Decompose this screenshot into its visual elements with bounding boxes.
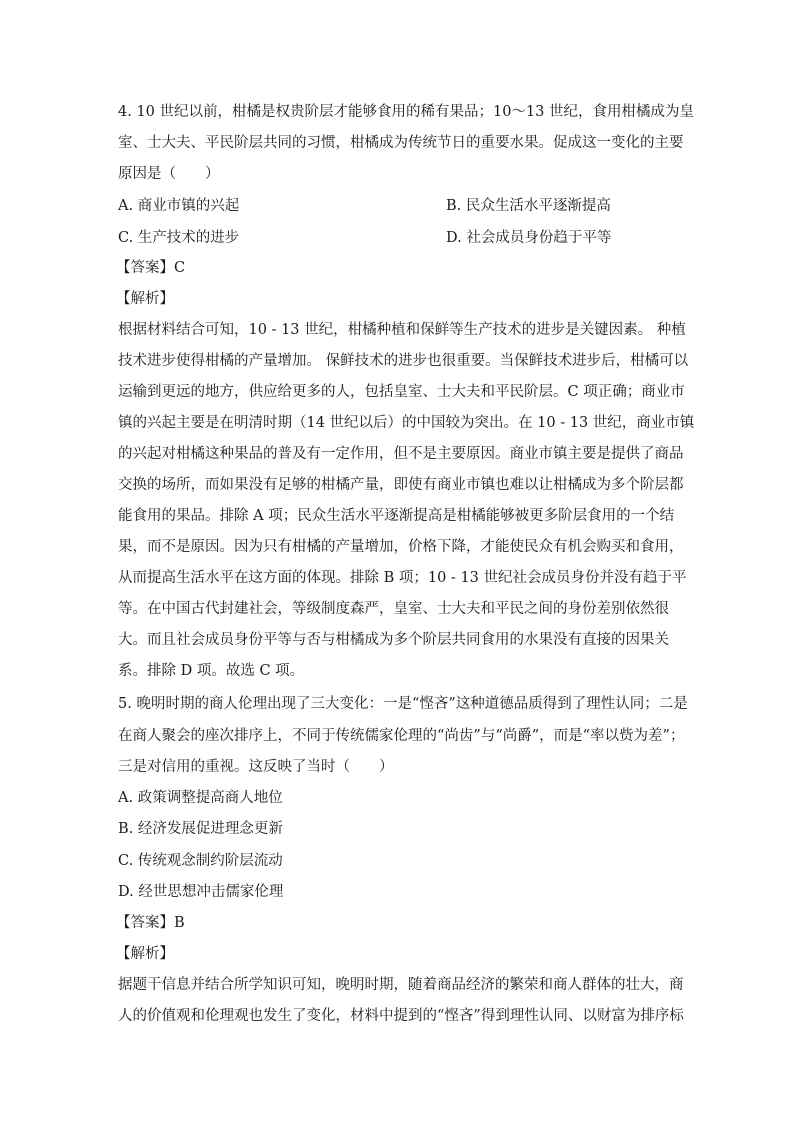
- q4-option-d: D. 社会成员身份趋于平等: [446, 230, 612, 246]
- q4-analysis-label: 【解析】: [116, 291, 174, 307]
- q5-stem-line-3: 三是对信用的重视。这反映了当时（ ）: [118, 759, 394, 775]
- q4-stem-line-2: 室、士大夫、平民阶层共同的习惯，柑橘成为传统节日的重要水果。促成这一变化的主要: [118, 135, 684, 151]
- q4-analysis-line-6: 交换的场所，而如果没有足够的柑橘产量，即使有商业市镇也难以让柑橘成为多个阶层都: [118, 477, 684, 493]
- q5-option-d: D. 经世思想冲击儒家伦理: [118, 884, 284, 900]
- q4-stem-line-3: 原因是（ ）: [118, 166, 220, 182]
- q4-analysis-line-12: 系。排除 D 项。故选 C 项。: [118, 663, 305, 679]
- q5-stem-line-2: 在商人聚会的座次排序上，不同于传统儒家伦理的“尚齿”与“尚爵”，而是“率以赀为差”；: [118, 728, 685, 744]
- q4-analysis-line-9: 从而提高生活水平在这方面的体现。排除 B 项；10 - 13 世纪社会成员身份并没有趋于平: [118, 570, 687, 586]
- q4-option-c: C. 生产技术的进步: [118, 230, 240, 246]
- q4-option-b: B. 民众生活水平逐渐提高: [446, 198, 611, 214]
- q5-analysis-label: 【解析】: [116, 946, 174, 962]
- q5-option-c: C. 传统观念制约阶层流动: [118, 853, 283, 869]
- q4-analysis-line-7: 能食用的果品。排除 A 项；民众生活水平逐渐提高是柑橘能够被更多阶层食用的一个结: [118, 508, 675, 524]
- q5-analysis-line-2: 人的价值观和伦理观也发生了变化，材料中提到的“悭吝”得到理性认同、以财富为排序标: [118, 1008, 684, 1024]
- q4-analysis-line-4: 镇的兴起主要是在明清时期（14 世纪以后）的中国较为突出。在 10 - 13 世纪，商业市镇: [118, 415, 695, 431]
- q4-analysis-line-8: 果，而不是原因。因为只有柑橘的产量增加，价格下降，才能使民众有机会购买和食用，: [118, 539, 684, 555]
- q5-answer: 【答案】B: [116, 915, 185, 931]
- q4-answer: 【答案】C: [116, 260, 186, 276]
- q5-option-a: A. 政策调整提高商人地位: [118, 790, 283, 806]
- q5-option-b: B. 经济发展促进理念更新: [118, 821, 283, 837]
- q5-analysis-line-1: 据题干信息并结合所学知识可知，晚明时期，随着商品经济的繁荣和商人群体的壮大，商: [118, 977, 684, 993]
- q4-stem-line-1: 4. 10 世纪以前，柑橘是权贵阶层才能够食用的稀有果品；10～13 世纪，食用柑橘成为皇: [118, 104, 695, 120]
- q4-analysis-line-5: 的兴起对柑橘这种果品的普及有一定作用，但不是主要原因。商业市镇主要是提供了商品: [118, 446, 684, 462]
- q4-analysis-line-2: 技术进步使得柑橘的产量增加。 保鲜技术的进步也很重要。当保鲜技术进步后，柑橘可以: [118, 353, 689, 369]
- q4-option-a: A. 商业市镇的兴起: [118, 198, 240, 214]
- q4-analysis-line-1: 根据材料结合可知，10 - 13 世纪，柑橘种植和保鲜等生产技术的进步是关键因素。 种植: [118, 322, 686, 338]
- q4-analysis-line-11: 大。而且社会成员身份平等与否与柑橘成为多个阶层共同食用的水果没有直接的因果关: [118, 632, 669, 648]
- q4-analysis-line-10: 等。在中国古代封建社会，等级制度森严，皇室、士大夫和平民之间的身份差别依然很: [118, 601, 669, 617]
- q5-stem-line-1: 5. 晚明时期的商人伦理出现了三大变化：一是“悭吝”这种道德品质得到了理性认同；二是: [118, 696, 688, 712]
- q4-analysis-line-3: 运输到更远的地方，供应给更多的人，包括皇室、士大夫和平民阶层。C 项正确；商业市: [118, 384, 685, 400]
